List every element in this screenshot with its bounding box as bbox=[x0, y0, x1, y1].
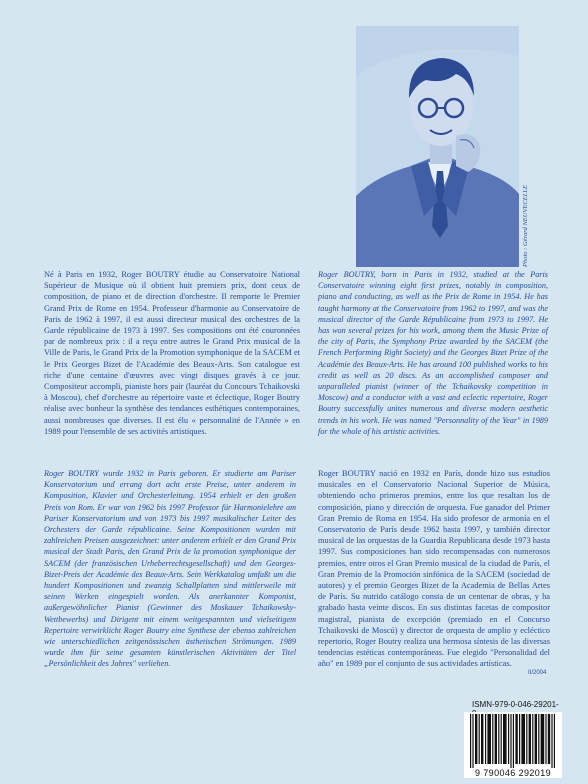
portrait-illustration bbox=[356, 26, 519, 267]
composer-portrait-photo bbox=[356, 26, 519, 267]
photo-credit: Photo : Gérard NEUVECELLE bbox=[522, 185, 529, 267]
biography-english: Roger BOUTRY, born in Paris in 1932, studied at the Paris Conservatoire winning eight first prizes, notably in composition, piano and conducting, as well as the Prix de Rome in 1954. He has taught harmony at the Conservatoire from 1962 to 1997, and was the musical director of the Garde Républicaine from 1973 to 1997. He has won several prizes for his work, among them the Music Prize of the city of Paris, the Symphony Prize awarded by the SACEM (the French Performing Right Society) and the Georges Bizet Prize of the Académie des Beaux-Arts. He has around 100 published works to his credit as well as 20 discs. As an accomplished composer and unparalleled pianist (winner of the Tchaikovsky competition in Moscow) and a conductor with a vast and eclectic repertoire, Roger Boutry successfully unites numerous and diverse modern aesthetic trends in his work. He was named "Personnality of the Year" in 1989 for the whole of his artistic activities. bbox=[318, 270, 548, 436]
barcode-bars bbox=[464, 712, 562, 768]
biography-french: Né à Paris en 1932, Roger BOUTRY étudie au Conservatoire National Supérieur de Musique où il obtient huit premiers prix, dont ceux de composition, de piano et de direction d'orchestre. Il remporte le Premier Grand Prix de Rome en 1954. Professeur d'harmonie au Conservatoire de Paris de 1962 à 1997, il est aussi directeur musical des orchestres de la Garde républicaine de 1973 à 1997. Ses compositions ont été couronnées par de nombreux prix : il a reçu entre autres le Grand Prix musical de la Ville de Paris, le Grand Prix de la Promotion symphonique de la SACEM et le Prix Georges Bizet de l'Académie des Beaux-Arts. Son catalogue est riche d'une centaine d'œuvres avec vingt disques gravés à ce jour. Compositeur accompli, pianiste hors pair (lauréat du Concours Tchaikovski à Moscou), chef d'orchestre au répertoire vaste et éclectique, Roger Boutry réalise avec bonheur la synthèse des tendances esthétiques contemporaines, aussi nombreuses que diverses. Il est élu « personnalité de l'Année » en 1989 pour l'ensemble de ses activités artistiques. bbox=[44, 270, 300, 436]
edition-code: II/2004 bbox=[528, 670, 547, 676]
barcode-digits: 9 790046 292019 bbox=[474, 768, 552, 778]
ismn-number: ISMN-979-0-046-29201- bbox=[472, 700, 559, 709]
biography-spanish: Roger BOUTRY nació en 1932 en París, donde hizo sus estudios musicales en el Conservatorio Nacional Superior de Música, obteniendo ocho primeros premios, entre los que resaltan los de composición, piano y dirección de orquesta. Fue ganador del Primer Gran Premio de Roma en 1954. Ha sido profesor de armonía en el Conservatorio de París desde 1962 hasta 1997, y también director musical de las orquestas de la Guardia Republicana desde 1973 hasta 1997. Sus composiciones han sido recompensadas con numerosos premios, entre otros el Gran Premio musical de la ciudad de París, el Gran Premio de la Promoción sinfónica de la SACEM (sociedad de autores) y el premio Georges Bizet de la Academia de Bellas Artes de París. Su nutrido catálogo consta de un centenar de obras, y ha grabado hasta veinte discos. En sus distintas facetas de compositor magistral, pianista de excepción (premiado en el Concurso Tchaikovski de Moscú) y director de orquesta de amplio y ecléctico repertorio, Roger Boutry realiza una hermosa síntesis de las diversas tendencias estéticas contemporáneas. Fue elegido "Personalidad del año" en 1989 por el conjunto de sus actividades artísticas. bbox=[318, 469, 550, 669]
biography-german: Roger BOUTRY wurde 1932 in Paris geboren. Er studierte am Pariser Konservatorium und errang dort acht erste Preise, unter anderem in Komposition, Klavier und Orchesterleitung. 1954 erhielt er den großen Preis von Rom. Er war von 1962 bis 1997 Professor für Harmonielehre am Pariser Konservatorium und von 1973 bis 1997 musikalischer Leiter des Orchesters der Garde républicaine. Seine Kompositionen wurden mit zahlreichen Preisen ausgezeichnet: unter anderem erhielt er den Grand Prix musical der Stadt Paris, den Grand Prix de la promotion symphonique der SACEM (der französischen Urheberrechtsgesellschaft) und den Georges-Bizet-Preis der Académie des Beaux-Arts. Sein Werkkatalog umfaßt um die hundert Kompositionen und zwanzig Schallplatten sind mittlerweile mit seinen Werken eingespielt worden. Als anerkannter Komponist, außergewöhnlicher Pianist (Gewinner des Moskauer Tchaikowsky-Wettbewerbs) und Dirigent mit einem weitgespannten und vielseitigem Repertoire verwirklicht Roger Boutry eine Synthese der ebenso zahlreichen wie unterschiedlichen zeitgenössischen ästhetischen Strömungen. 1989 wurde ihm für seine gesamten künstlerischen Aktivitäten der Titel „Persönlichkeit des Jahres" verliehen. bbox=[44, 469, 296, 669]
